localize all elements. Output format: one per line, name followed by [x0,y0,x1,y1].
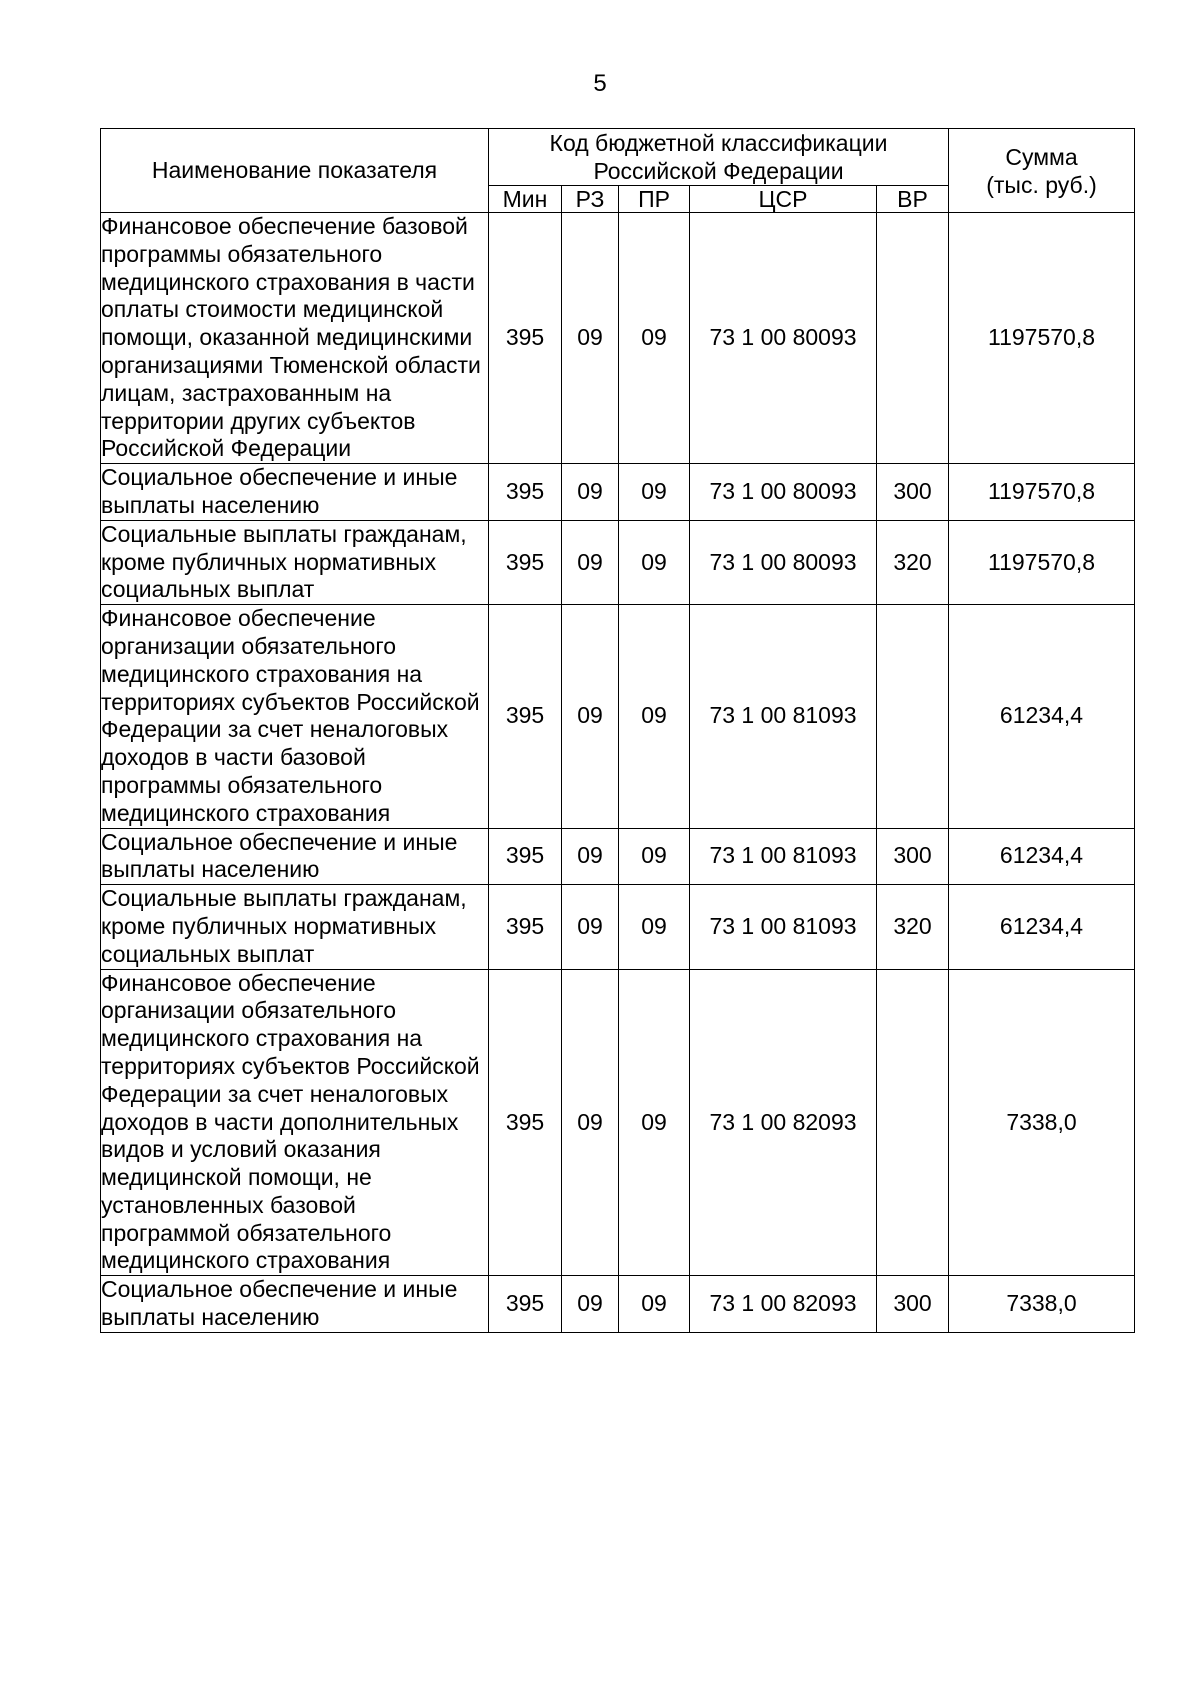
cell-csr: 73 1 00 80093 [690,520,877,604]
cell-name: Финансовое обеспечение базовой программы обязательного медицинского страхования в части оплаты стоимости медицинской помощи, оказанной медицинскими организациями Тюменской области лицам, застрахованным на территории других субъектов Российской Федерации [101,213,489,464]
cell-pr: 09 [619,605,690,828]
cell-csr: 73 1 00 81093 [690,605,877,828]
cell-min: 395 [489,464,562,521]
cell-name: Финансовое обеспечение организации обязательного медицинского страхования на территориях субъектов Российской Федерации за счет неналоговых доходов в части базовой программы обязательного медицинского страхования [101,605,489,828]
cell-vr: 300 [877,828,949,885]
cell-min: 395 [489,520,562,604]
table-row [101,1276,1135,1333]
table-body [101,213,1135,1333]
cell-rz: 09 [562,885,619,969]
cell-sum: 1197570,8 [949,520,1135,604]
cell-min: 395 [489,605,562,828]
header-name: Наименование показателя [101,129,489,213]
table-row [101,969,1135,1276]
cell-rz: 09 [562,828,619,885]
cell-sum: 7338,0 [949,969,1135,1276]
header-min: Мин [489,186,562,213]
cell-vr [877,969,949,1276]
cell-csr: 73 1 00 81093 [690,885,877,969]
cell-sum: 61234,4 [949,828,1135,885]
cell-name: Социальное обеспечение и иные выплаты населению [101,1276,489,1333]
cell-vr [877,605,949,828]
cell-csr: 73 1 00 80093 [690,213,877,464]
table-row [101,464,1135,521]
table-row [101,605,1135,828]
cell-csr: 73 1 00 81093 [690,828,877,885]
cell-name: Социальное обеспечение и иные выплаты населению [101,464,489,521]
cell-min: 395 [489,969,562,1276]
cell-vr: 320 [877,885,949,969]
cell-pr: 09 [619,213,690,464]
header-sum-line2: (тыс. руб.) [986,171,1097,198]
header-budget-code [489,129,949,186]
cell-pr: 09 [619,1276,690,1333]
cell-rz: 09 [562,464,619,521]
header-budget-code-line2: Российской Федерации [593,158,844,184]
cell-vr: 320 [877,520,949,604]
cell-rz: 09 [562,969,619,1276]
cell-vr [877,213,949,464]
cell-sum: 61234,4 [949,885,1135,969]
cell-pr: 09 [619,828,690,885]
cell-rz: 09 [562,520,619,604]
header-csr: ЦСР [690,186,877,213]
cell-min: 395 [489,1276,562,1333]
page-number: 5 [593,70,607,97]
budget-table [100,128,1135,1333]
cell-csr: 73 1 00 82093 [690,969,877,1276]
cell-rz: 09 [562,605,619,828]
cell-pr: 09 [619,464,690,521]
header-sum-line1: Сумма [1005,143,1078,170]
cell-name: Социальные выплаты гражданам, кроме публичных нормативных социальных выплат [101,885,489,969]
cell-vr: 300 [877,1276,949,1333]
table-row [101,213,1135,464]
header-vr: ВР [877,186,949,213]
cell-rz: 09 [562,1276,619,1333]
header-pr: ПР [619,186,690,213]
cell-pr: 09 [619,969,690,1276]
cell-sum: 61234,4 [949,605,1135,828]
cell-sum: 7338,0 [949,1276,1135,1333]
cell-rz: 09 [562,213,619,464]
cell-min: 395 [489,828,562,885]
cell-csr: 73 1 00 80093 [690,464,877,521]
cell-sum: 1197570,8 [949,213,1135,464]
cell-name: Социальное обеспечение и иные выплаты населению [101,828,489,885]
cell-pr: 09 [619,520,690,604]
cell-vr: 300 [877,464,949,521]
cell-min: 395 [489,213,562,464]
cell-sum: 1197570,8 [949,464,1135,521]
cell-csr: 73 1 00 82093 [690,1276,877,1333]
cell-name: Социальные выплаты гражданам, кроме публичных нормативных социальных выплат [101,520,489,604]
cell-min: 395 [489,885,562,969]
table-row [101,520,1135,604]
table-row [101,885,1135,969]
header-budget-code-line1: Код бюджетной классификации [549,130,888,156]
table-row [101,828,1135,885]
header-sum [949,129,1135,213]
cell-name: Финансовое обеспечение организации обязательного медицинского страхования на территориях субъектов Российской Федерации за счет неналоговых доходов в части дополнительных видов и условий оказания медицинской помощи, не установленных базовой программой обязательного медицинского страхования [101,969,489,1276]
table-header [101,129,1135,213]
header-rz: РЗ [562,186,619,213]
cell-pr: 09 [619,885,690,969]
